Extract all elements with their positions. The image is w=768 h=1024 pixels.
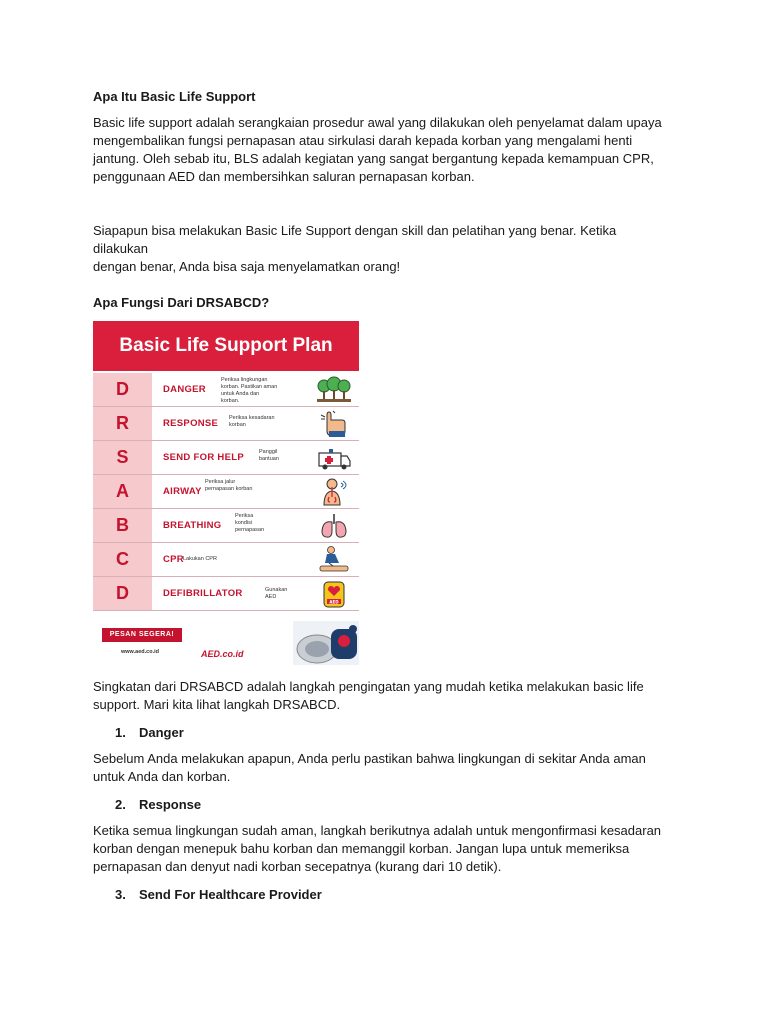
svg-text:AED: AED (329, 599, 339, 605)
paragraph-response (93, 822, 673, 876)
plan-step-desc: Panggil bantuan (259, 449, 279, 462)
infographic-header (93, 321, 359, 371)
text-line: Siapapun bisa melakukan Basic Life Support dengan skill dan pelatihan yang benar. Ketika dilakukan (93, 223, 617, 256)
website-url: www.aed.co.id (121, 649, 159, 655)
plan-row-airway (93, 475, 359, 509)
heading-drsabcd-function: Apa Fungsi Dari DRSABCD? (93, 295, 270, 310)
plan-letter: D (116, 379, 129, 399)
plan-step-name: DANGER (163, 384, 206, 395)
heading-what-is-bls: Apa Itu Basic Life Support (93, 89, 256, 104)
step-title: Send For Healthcare Provider (139, 887, 322, 902)
text-line: mengembalikan fungsi pernapasan atau sirkulasi darah kepada korban yang mengalami henti (93, 133, 633, 148)
text-line: pernapasan dan denyut nadi korban secepatnya (kurang dari 10 detik). (93, 859, 502, 874)
paragraph-anyone-can (93, 222, 673, 276)
lungs-icon (317, 511, 351, 540)
plan-step-name: BREATHING (163, 520, 222, 531)
plan-letter: R (116, 413, 129, 433)
plan-step-desc: Periksa lingkungan korban. Pastikan aman untuk Anda dan korban. (221, 377, 278, 404)
text-line: korban dengan menepuk bahu korban dan memanggil korban. Jangan lupa untuk memeriksa (93, 841, 630, 856)
text-line: Ketika semua lingkungan sudah aman, langkah berikutnya adalah untuk mengonfirmasi kesadaran (93, 823, 662, 838)
ambulance-icon (317, 443, 351, 472)
step-heading-response (115, 796, 201, 813)
letter-cell (93, 543, 152, 576)
paragraph-bls-definition (93, 114, 673, 186)
step-number: 1. (115, 725, 126, 740)
letter-cell (93, 407, 152, 440)
plan-step-name: CPR (163, 554, 184, 565)
plan-step-name: AIRWAY (163, 486, 202, 497)
plan-row-cpr (93, 543, 359, 577)
plan-row-breathing (93, 509, 359, 543)
plan-step-desc: Lakukan CPR (183, 556, 217, 562)
paragraph-danger (93, 750, 673, 786)
plan-letter: D (116, 583, 129, 603)
text-line: jantung. Oleh sebab itu, BLS adalah kegiatan yang sangat bergantung kepada kemampuan CPR, (93, 151, 654, 166)
plan-row-response (93, 407, 359, 441)
step-heading-send-for-help (115, 886, 322, 903)
paragraph-drsabcd-intro (93, 678, 673, 714)
plan-step-desc: Periksa jalur pernapasan korban (205, 479, 253, 492)
plan-row-send-for-help (93, 441, 359, 475)
plan-row-danger (93, 373, 359, 407)
plan-letter: A (116, 481, 129, 501)
airway-icon (317, 477, 351, 506)
plan-step-desc: Periksa kondisi pernapasan (235, 513, 265, 533)
letter-cell (93, 373, 152, 406)
plan-step-name: SEND FOR HELP (163, 452, 244, 463)
plan-letter: C (116, 549, 129, 569)
plan-step-desc: Periksa kesadaran korban (229, 415, 275, 428)
aed-device-image (293, 621, 359, 665)
step-number: 3. (115, 887, 126, 902)
infographic-title: Basic Life Support Plan (119, 335, 333, 356)
plan-letter: B (116, 515, 129, 535)
text-line: untuk Anda dan korban. (93, 769, 231, 784)
bls-plan-infographic (93, 321, 359, 665)
step-title: Danger (139, 725, 184, 740)
step-title: Response (139, 797, 202, 812)
plan-step-name: RESPONSE (163, 418, 219, 429)
text-line: Sebelum Anda melakukan apapun, Anda perlu pastikan bahwa lingkungan di sekitar Anda aman (93, 751, 646, 766)
letter-cell (93, 509, 152, 542)
text-line: penggunaan AED dan membersihkan saluran pernapasan korban. (93, 169, 475, 184)
trees-icon (317, 375, 351, 404)
plan-letter: S (116, 447, 129, 467)
letter-cell (93, 577, 152, 610)
aed-logo: AED.co.id (201, 649, 244, 659)
step-number: 2. (115, 797, 126, 812)
plan-row-defibrillator (93, 577, 359, 611)
text-line: dengan benar, Anda bisa saja menyelamatkan orang! (93, 259, 401, 274)
hand-tap-icon (317, 409, 351, 438)
letter-cell (93, 475, 152, 508)
plan-step-name: DEFIBRILLATOR (163, 588, 243, 599)
cpr-icon (317, 545, 351, 574)
text-line: Basic life support adalah serangkaian prosedur awal yang dilakukan oleh penyelamat dalam upaya (93, 115, 662, 130)
step-heading-danger (115, 724, 184, 741)
order-now-button[interactable]: PESAN SEGERA! (102, 628, 182, 642)
text-line: Singkatan dari DRSABCD adalah langkah pengingatan yang mudah ketika melakukan basic life (93, 679, 644, 694)
text-line: support. Mari kita lihat langkah DRSABCD. (93, 697, 341, 712)
plan-step-desc: Gunakan AED (265, 587, 288, 600)
aed-icon (317, 579, 351, 608)
letter-cell (93, 441, 152, 474)
